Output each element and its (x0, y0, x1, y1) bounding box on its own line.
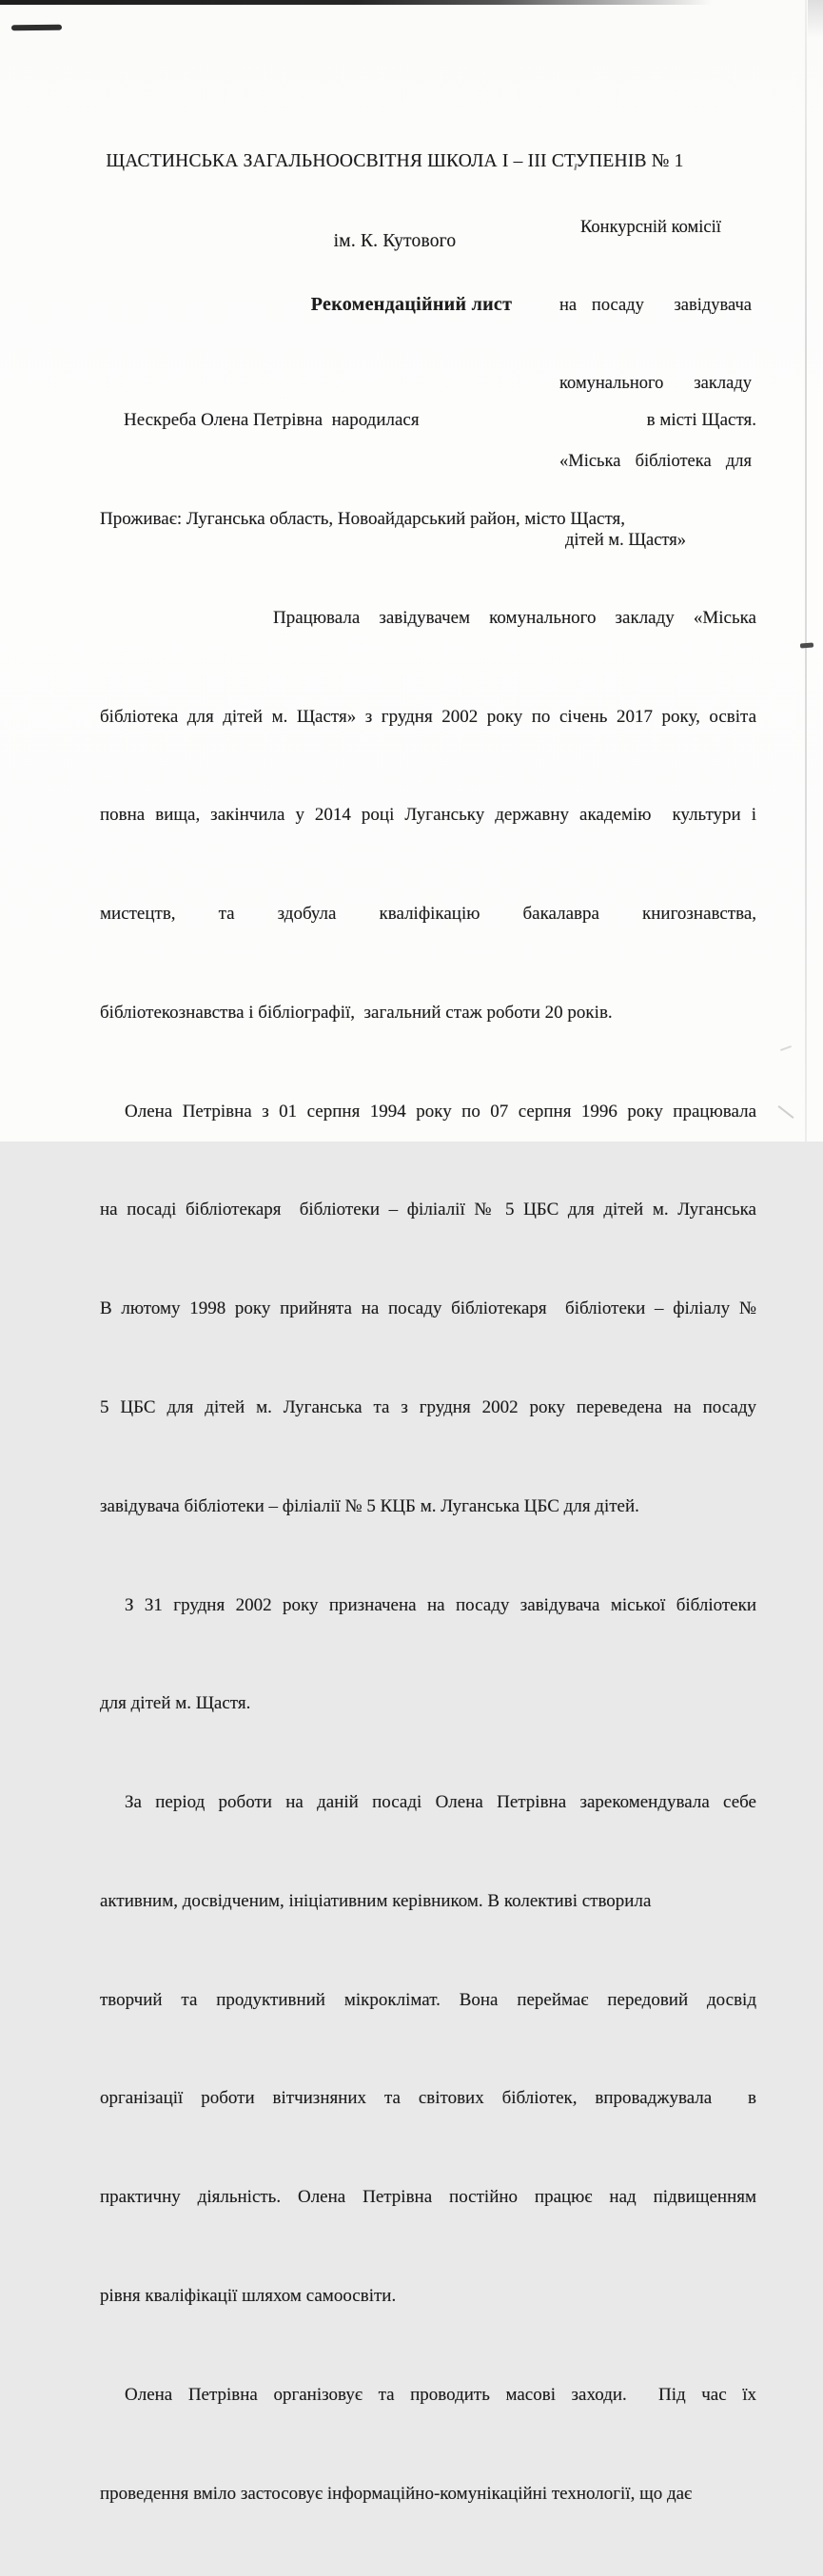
body-line: на посаді бібліотекаря бібліотеки – філіалії № 5 ЦБС для дітей м. Луганська (100, 1200, 756, 1220)
body-line: Проживає: Луганська область, Новоайдарський район, місто Щастя, (100, 508, 625, 529)
scan-corner-smudge (808, 0, 823, 38)
body-line: рівня кваліфікації шляхом самоосвіти. (100, 2286, 397, 2307)
scan-scratch-right (780, 1045, 792, 1051)
body-line: завідувача бібліотеки – філіалії № 5 КЦБ м. Луганська ЦБС для дітей. (100, 1495, 639, 1516)
recipient-line: на посаду завідувача (559, 296, 752, 316)
body-line-segment: Нескреба Олена Петрівна народилася (124, 410, 420, 431)
body-line: бібліотека для дітей м. Щастя» з грудня 2002 року по січень 2017 року, освіта (100, 706, 756, 727)
body-line: практичну діяльність. Олена Петрівна постійно працює над підвищенням (100, 2187, 756, 2208)
body-line: організації роботи вітчизняних та світових бібліотек, впроваджувала в (100, 2088, 756, 2109)
scan-top-edge-shadow (0, 0, 712, 5)
body-line: мистецтв, та здобула кваліфікацію бакалавра книгознавства, (100, 904, 756, 925)
page-fold-mark (11, 25, 62, 31)
recipient-line: комунального закладу (559, 374, 752, 394)
scan-mark-right-edge (800, 643, 813, 649)
scan-scratch-bottom-right (778, 1105, 794, 1119)
page-right-edge-line (805, 0, 807, 1142)
body-line: Працювала завідувачем комунального закладу «Міська (273, 607, 756, 628)
recipient-line: Конкурсній комісії (580, 217, 721, 237)
body-line-segment: в місті Щастя. (646, 410, 756, 431)
body-line: бібліотекознавства і бібліографії, загальний стаж роботи 20 років. (100, 1002, 613, 1023)
school-named-after: ім. К. Кутового (333, 231, 457, 251)
body-line: 5 ЦБС для дітей м. Луганська та з грудня 2002 року переведена на посаду (100, 1397, 756, 1417)
body-line-with-redaction-gap (100, 404, 756, 438)
body-line: В лютому 1998 року прийнята на посаду бібліотекаря бібліотеки – філіалу № (100, 1298, 756, 1319)
school-name: ЩАСТИНСЬКА ЗАГАЛЬНООСВІТНЯ ШКОЛА І – ІІІ СТУПЕНІВ № 1 (106, 151, 684, 171)
recipient-line: «Міська бібліотека для (559, 452, 752, 472)
body-line: творчий та продуктивний мікроклімат. Вона переймає передовий досвід (100, 1989, 756, 2010)
body-line: активним, досвідченим, ініціативним керівником. В колективі створила (100, 1890, 652, 1911)
body-line: проведення вміло застосовує інформаційно-комунікаційні технології, що дає (100, 2483, 693, 2504)
body-line: Олена Петрівна з 01 серпня 1994 року по 07 серпня 1996 року працювала (125, 1101, 756, 1122)
body-line: для дітей м. Щастя. (100, 1693, 251, 1714)
body-line: повна вища, закінчила у 2014 році Луганську державну академію культури і (100, 805, 756, 826)
body-line: За період роботи на даній посаді Олена Петрівна зарекомендувала себе (125, 1792, 756, 1813)
letter-body (100, 339, 756, 2576)
document-title: Рекомендаційний лист (310, 294, 513, 315)
body-line: З 31 грудня 2002 року призначена на посаду завідувача міської бібліотеки (125, 1594, 756, 1615)
recipient-line: дітей м. Щастя» (565, 530, 687, 550)
body-line: Олена Петрівна організовує та проводить масові заходи. Під час їх (125, 2384, 756, 2405)
